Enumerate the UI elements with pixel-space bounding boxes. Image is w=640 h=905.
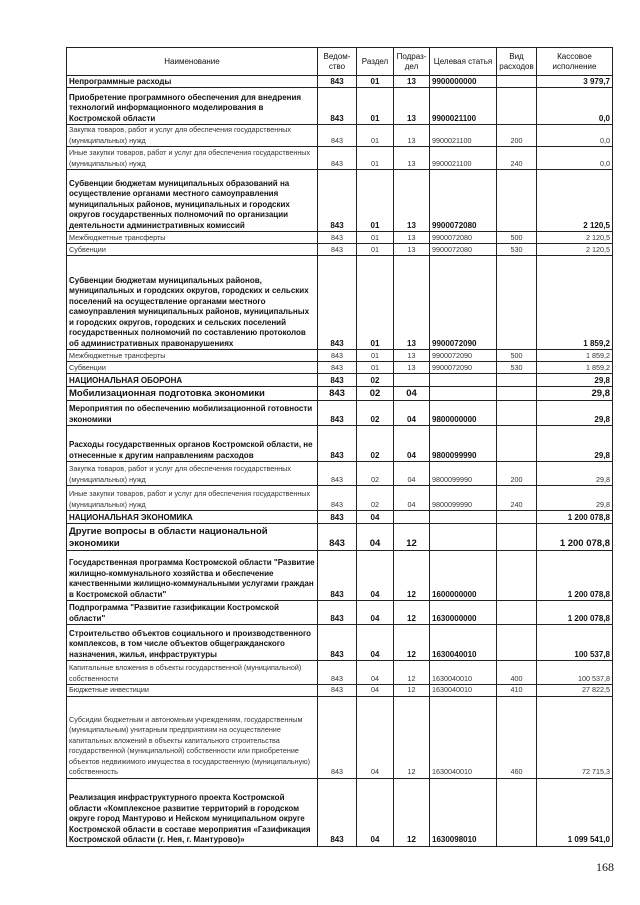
- row-subsection: 12: [394, 601, 430, 625]
- row-subsection: 12: [394, 524, 430, 551]
- row-section: 04: [357, 696, 394, 778]
- row-amount: 1 200 078,8: [537, 524, 613, 551]
- row-section: 01: [357, 147, 394, 170]
- table-header-row: [67, 48, 613, 76]
- page-number: 168: [596, 860, 614, 874]
- row-dept: 843: [318, 76, 357, 88]
- row-name: Субвенции: [67, 244, 318, 256]
- header-target: Целевая статья: [430, 48, 497, 76]
- row-section: 01: [357, 88, 394, 125]
- table-row: [67, 625, 613, 661]
- row-type: 500: [497, 232, 537, 244]
- row-type: 200: [497, 462, 537, 486]
- row-subsection: 13: [394, 88, 430, 125]
- row-subsection: 12: [394, 778, 430, 846]
- row-target: 9900072090: [430, 256, 497, 350]
- row-type: [497, 551, 537, 601]
- row-dept: 843: [318, 696, 357, 778]
- row-subsection: 13: [394, 362, 430, 374]
- row-amount: 1 859,2: [537, 350, 613, 362]
- row-dept: 843: [318, 401, 357, 426]
- table-row: [67, 601, 613, 625]
- row-target: 1630040010: [430, 661, 497, 685]
- row-type: 460: [497, 696, 537, 778]
- row-subsection: 12: [394, 661, 430, 685]
- row-type: [497, 387, 537, 401]
- row-section: 02: [357, 387, 394, 401]
- row-amount: 1 859,2: [537, 256, 613, 350]
- row-section: 02: [357, 426, 394, 462]
- row-name: Межбюджетные трансферты: [67, 232, 318, 244]
- row-target: 9900072080: [430, 244, 497, 256]
- row-subsection: 13: [394, 350, 430, 362]
- row-dept: 843: [318, 778, 357, 846]
- row-dept: 843: [318, 244, 357, 256]
- row-subsection: 12: [394, 625, 430, 661]
- row-subsection: 12: [394, 685, 430, 697]
- table-row: [67, 778, 613, 846]
- row-dept: 843: [318, 601, 357, 625]
- row-name: Закупка товаров, работ и услуг для обеспечения государственных (муниципальных) нужд: [67, 125, 318, 147]
- row-dept: 843: [318, 486, 357, 511]
- row-section: 04: [357, 551, 394, 601]
- row-section: 01: [357, 256, 394, 350]
- table-row: [67, 170, 613, 232]
- row-amount: 2 120,5: [537, 244, 613, 256]
- row-section: 04: [357, 524, 394, 551]
- header-name: Наименование: [67, 48, 318, 76]
- row-type: 530: [497, 362, 537, 374]
- row-amount: 0,0: [537, 125, 613, 147]
- row-target: 9900072090: [430, 350, 497, 362]
- row-name: Другие вопросы в области национальной экономики: [67, 524, 318, 551]
- row-name: Государственная программа Костромской области "Развитие жилищно-коммунального хозяйства и обеспечение качественными жилищно-коммунальными услугами граждан в Костромской области": [67, 551, 318, 601]
- table-row: [67, 147, 613, 170]
- table-row: [67, 462, 613, 486]
- row-amount: 1 200 078,8: [537, 511, 613, 524]
- row-section: 01: [357, 170, 394, 232]
- row-name: Субвенции: [67, 362, 318, 374]
- row-name: Приобретение программного обеспечения для внедрения технологий информационного моделирования в Костромской области: [67, 88, 318, 125]
- row-type: 410: [497, 685, 537, 697]
- row-name: Строительство объектов социального и производственного комплексов, в том числе объектов общегражданского назначения, жилья, инфраструктуры: [67, 625, 318, 661]
- row-section: 01: [357, 125, 394, 147]
- row-type: [497, 76, 537, 88]
- row-name: Мобилизационная подготовка экономики: [67, 387, 318, 401]
- row-type: [497, 170, 537, 232]
- row-name: Бюджетные инвестиции: [67, 685, 318, 697]
- row-amount: 29,8: [537, 462, 613, 486]
- table-row: [67, 244, 613, 256]
- row-subsection: 12: [394, 551, 430, 601]
- row-name: Реализация инфраструктурного проекта Костромской области «Комплексное развитие территорий в городском округе город Мантурово и Нейском муниципальном округе Костромской области в составе мероприятия «Газификация Костромской области (г. Нея, г. Мантурово)»: [67, 778, 318, 846]
- row-target: 9900000000: [430, 76, 497, 88]
- row-amount: 2 120,5: [537, 232, 613, 244]
- row-section: 04: [357, 601, 394, 625]
- row-target: 1600000000: [430, 551, 497, 601]
- row-section: 02: [357, 486, 394, 511]
- row-type: 240: [497, 147, 537, 170]
- row-dept: 843: [318, 426, 357, 462]
- row-dept: 843: [318, 551, 357, 601]
- row-name: Иные закупки товаров, работ и услуг для обеспечения государственных (муниципальных) нужд: [67, 147, 318, 170]
- row-amount: 29,8: [537, 486, 613, 511]
- row-target: 1630040010: [430, 696, 497, 778]
- row-target: 9900021100: [430, 88, 497, 125]
- row-type: [497, 625, 537, 661]
- row-amount: 2 120,5: [537, 170, 613, 232]
- row-dept: 843: [318, 625, 357, 661]
- row-amount: 72 715,3: [537, 696, 613, 778]
- table-row: [67, 511, 613, 524]
- row-dept: 843: [318, 387, 357, 401]
- row-amount: 1 099 541,0: [537, 778, 613, 846]
- row-name: Субвенции бюджетам муниципальных районов, муниципальных и городских округов, городских и сельских поселений на осуществление органами местного самоуправления муниципальных районов, муниципальных и городских округов, городских и сельских поселений государственных полномочий по составлению протоколов об административных правонарушениях: [67, 256, 318, 350]
- row-dept: 843: [318, 256, 357, 350]
- row-amount: 29,8: [537, 426, 613, 462]
- row-dept: 843: [318, 170, 357, 232]
- row-dept: 843: [318, 524, 357, 551]
- row-amount: 29,8: [537, 401, 613, 426]
- row-subsection: 13: [394, 232, 430, 244]
- row-section: 01: [357, 350, 394, 362]
- row-dept: 843: [318, 350, 357, 362]
- row-section: 01: [357, 244, 394, 256]
- table-row: [67, 125, 613, 147]
- row-type: [497, 401, 537, 426]
- row-target: 9900021100: [430, 147, 497, 170]
- row-amount: 1 200 078,8: [537, 551, 613, 601]
- row-name: НАЦИОНАЛЬНАЯ ЭКОНОМИКА: [67, 511, 318, 524]
- row-target: [430, 524, 497, 551]
- row-name: Межбюджетные трансферты: [67, 350, 318, 362]
- table-row: [67, 551, 613, 601]
- row-amount: 0,0: [537, 88, 613, 125]
- row-section: 04: [357, 685, 394, 697]
- table-row: [67, 685, 613, 697]
- row-target: 9800000000: [430, 401, 497, 426]
- table-row: [67, 256, 613, 350]
- row-target: 1630040010: [430, 685, 497, 697]
- row-subsection: 04: [394, 486, 430, 511]
- row-amount: 100 537,8: [537, 625, 613, 661]
- row-type: [497, 88, 537, 125]
- row-type: 240: [497, 486, 537, 511]
- row-name: Мероприятия по обеспечению мобилизационной готовности экономики: [67, 401, 318, 426]
- row-subsection: 13: [394, 170, 430, 232]
- row-target: [430, 374, 497, 387]
- table-row: [67, 524, 613, 551]
- row-section: 04: [357, 661, 394, 685]
- row-type: [497, 426, 537, 462]
- row-name: Закупка товаров, работ и услуг для обеспечения государственных (муниципальных) нужд: [67, 462, 318, 486]
- row-amount: 29,8: [537, 374, 613, 387]
- row-name: Иные закупки товаров, работ и услуг для обеспечения государственных (муниципальных) нужд: [67, 486, 318, 511]
- row-dept: 843: [318, 661, 357, 685]
- row-subsection: 04: [394, 462, 430, 486]
- row-target: 1630040010: [430, 625, 497, 661]
- row-subsection: 13: [394, 76, 430, 88]
- row-dept: 843: [318, 362, 357, 374]
- table-row: [67, 362, 613, 374]
- row-type: [497, 511, 537, 524]
- row-target: 1630000000: [430, 601, 497, 625]
- row-subsection: 04: [394, 426, 430, 462]
- row-type: [497, 524, 537, 551]
- row-name: Подпрограмма "Развитие газификации Костромской области": [67, 601, 318, 625]
- row-target: 9900021100: [430, 125, 497, 147]
- table-row: [67, 426, 613, 462]
- row-name: Субсидии бюджетным и автономным учреждениям, государственным (муниципальным) унитарным предприятиям на осуществление капитальных вложений в объекты капитального строительства государственной (муниципальной) собственности или приобретение объектов недвижимого имущества в государственную (муниципальную) собственность: [67, 696, 318, 778]
- row-amount: 0,0: [537, 147, 613, 170]
- row-subsection: 13: [394, 256, 430, 350]
- header-section: Раздел: [357, 48, 394, 76]
- row-dept: 843: [318, 125, 357, 147]
- row-target: 9800099990: [430, 462, 497, 486]
- row-section: 01: [357, 232, 394, 244]
- row-type: [497, 256, 537, 350]
- table-row: [67, 76, 613, 88]
- row-dept: 843: [318, 511, 357, 524]
- row-name: НАЦИОНАЛЬНАЯ ОБОРОНА: [67, 374, 318, 387]
- row-name: Непрограммные расходы: [67, 76, 318, 88]
- row-subsection: 12: [394, 696, 430, 778]
- row-amount: 29,8: [537, 387, 613, 401]
- row-name: Субвенции бюджетам муниципальных образований на осуществление органами местного самоуправления муниципальных районов, муниципальных и городских округов государственных полномочий по организации деятельности административных комиссий: [67, 170, 318, 232]
- row-dept: 843: [318, 374, 357, 387]
- table-row: [67, 350, 613, 362]
- row-subsection: 13: [394, 244, 430, 256]
- table-row: [67, 696, 613, 778]
- header-expense-type: Вид расходов: [497, 48, 537, 76]
- row-section: 02: [357, 462, 394, 486]
- header-amount: Кассовое исполнение: [537, 48, 613, 76]
- table-row: [67, 401, 613, 426]
- table-row: [67, 88, 613, 125]
- row-target: 9900072080: [430, 232, 497, 244]
- row-section: 04: [357, 625, 394, 661]
- row-target: [430, 387, 497, 401]
- row-subsection: 04: [394, 387, 430, 401]
- header-subsection: Подраз-дел: [394, 48, 430, 76]
- row-amount: 1 859,2: [537, 362, 613, 374]
- row-dept: 843: [318, 462, 357, 486]
- row-amount: 27 822,5: [537, 685, 613, 697]
- row-amount: 1 200 078,8: [537, 601, 613, 625]
- row-type: 530: [497, 244, 537, 256]
- row-type: [497, 601, 537, 625]
- row-section: 02: [357, 374, 394, 387]
- row-target: [430, 511, 497, 524]
- table-row: [67, 661, 613, 685]
- table-row: [67, 387, 613, 401]
- row-dept: 843: [318, 88, 357, 125]
- row-amount: 100 537,8: [537, 661, 613, 685]
- row-subsection: 13: [394, 147, 430, 170]
- row-target: 9900072080: [430, 170, 497, 232]
- row-subsection: 04: [394, 401, 430, 426]
- row-section: 01: [357, 362, 394, 374]
- budget-execution-table: [66, 47, 613, 847]
- row-section: 02: [357, 401, 394, 426]
- row-target: 9800099990: [430, 486, 497, 511]
- row-section: 04: [357, 778, 394, 846]
- table-row: [67, 486, 613, 511]
- table-row: [67, 374, 613, 387]
- row-type: [497, 778, 537, 846]
- row-dept: 843: [318, 147, 357, 170]
- row-name: Расходы государственных органов Костромской области, не отнесенные к другим направлениям расходов: [67, 426, 318, 462]
- row-dept: 843: [318, 685, 357, 697]
- row-target: 9800099990: [430, 426, 497, 462]
- row-subsection: [394, 511, 430, 524]
- row-section: 01: [357, 76, 394, 88]
- table-row: [67, 232, 613, 244]
- row-target: 9900072090: [430, 362, 497, 374]
- row-name: Капитальные вложения в объекты государственной (муниципальной) собственности: [67, 661, 318, 685]
- row-subsection: 13: [394, 125, 430, 147]
- row-type: 500: [497, 350, 537, 362]
- row-type: [497, 374, 537, 387]
- row-amount: 3 979,7: [537, 76, 613, 88]
- header-dept: Ведом-ство: [318, 48, 357, 76]
- row-type: 400: [497, 661, 537, 685]
- row-type: 200: [497, 125, 537, 147]
- row-target: 1630098010: [430, 778, 497, 846]
- row-subsection: [394, 374, 430, 387]
- row-section: 04: [357, 511, 394, 524]
- row-dept: 843: [318, 232, 357, 244]
